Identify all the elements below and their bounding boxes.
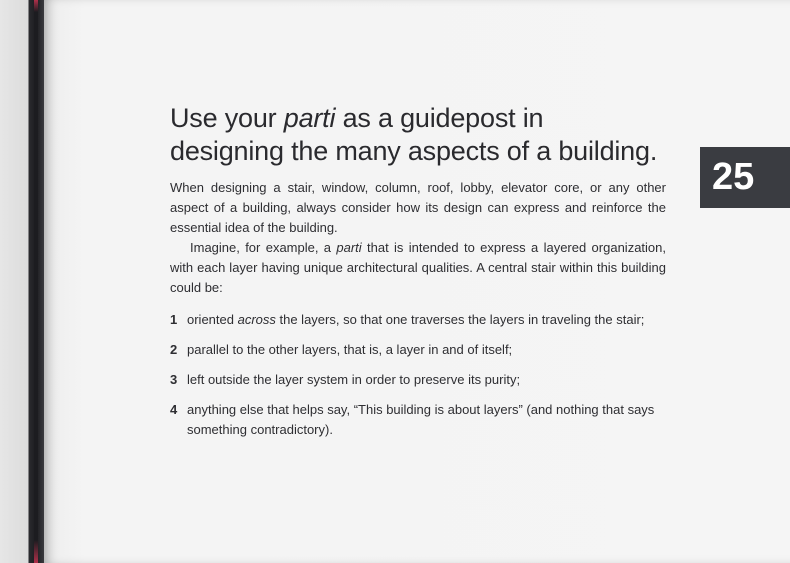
list-item-text-pre: oriented — [187, 312, 238, 327]
heading-line1-post: as a guidepost in — [335, 103, 544, 133]
page-number-tab: 25 — [700, 147, 790, 208]
paragraph-2-post: that is intended to express a layered organization, with each layer having unique architectural qualities. A central stair within this building could be: — [170, 240, 666, 295]
heading-line2: designing the many aspects of a building. — [170, 136, 658, 166]
list-item-text-em: across — [237, 312, 276, 327]
heading-line1-em: parti — [283, 103, 336, 133]
list-item-text: left outside the layer system in order to preserve its purity; — [187, 372, 521, 387]
heading-line1-pre: Use your — [170, 103, 284, 133]
list-item — [170, 400, 670, 440]
list-item-number: 2 — [170, 342, 178, 357]
list-item — [170, 310, 670, 330]
paragraph-1: When designing a stair, window, column, roof, lobby, elevator core, or any other aspect of a building, always consider how its design can express and reinforce the essential idea of the building. — [170, 180, 666, 235]
page-heading — [170, 102, 690, 168]
list-item-number: 1 — [170, 312, 178, 327]
list-item-number: 4 — [170, 402, 178, 417]
paragraph-2 — [170, 238, 666, 298]
list-item-text: parallel to the other layers, that is, a layer in and of itself; — [187, 342, 513, 357]
book-page — [44, 0, 790, 563]
list-item-number: 3 — [170, 372, 178, 387]
numbered-list — [170, 310, 670, 450]
body-text — [170, 178, 666, 298]
list-item — [170, 340, 670, 360]
list-item — [170, 370, 670, 390]
list-item-text: anything else that helps say, “This building is about layers” (and nothing that says something contradictory). — [187, 402, 655, 437]
binding-accent — [34, 0, 38, 563]
paragraph-2-em: parti — [336, 240, 362, 255]
paragraph-2-pre: Imagine, for example, a — [190, 240, 337, 255]
list-item-text-post: the layers, so that one traverses the layers in traveling the stair; — [275, 312, 645, 327]
